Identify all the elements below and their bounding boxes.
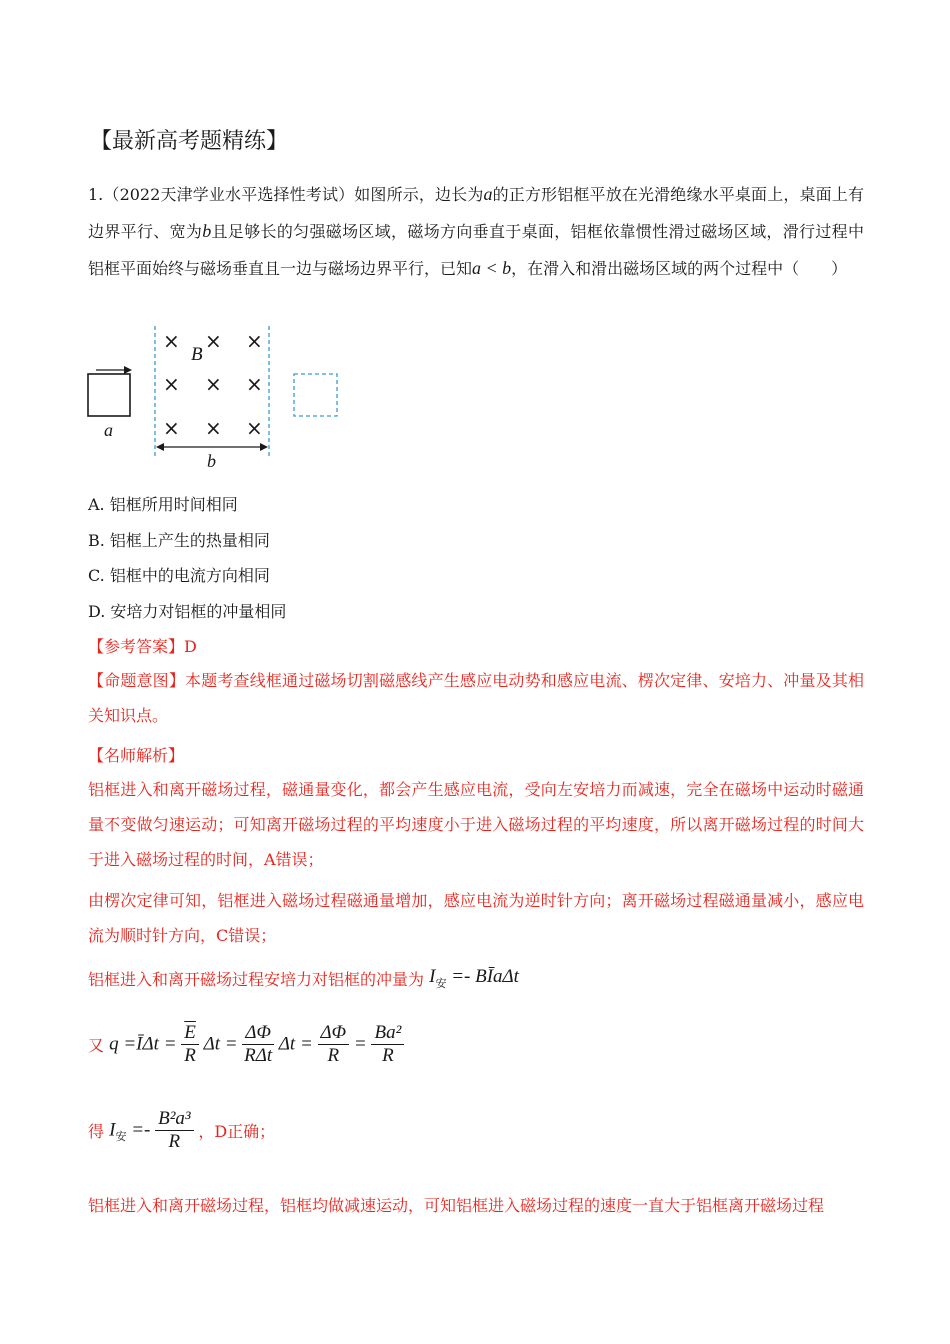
field-cross: × [163,416,180,440]
subscript-an: 安 [435,977,447,990]
eq-part: =ĪΔt = [123,1033,177,1055]
section-title: 【最新高考题精练】 [90,129,289,154]
option-c: C. 铝框中的电流方向相同 [88,566,270,585]
fraction-ba2-r [371,1022,404,1067]
question-part: 且足够长的匀强磁场区域，磁场方向垂直于桌面，铝框依靠惯性滑过磁场区域，滑行过程中铝框平面始终与磁场垂直且一边与磁场边界平行，已知 [88,222,864,278]
result-suffix: ，D正确； [198,1121,276,1141]
option-a: A. 铝框所用时间相同 [88,495,238,514]
reference-answer: 【参考答案】D [88,637,197,656]
field-cross: × [163,329,180,353]
question-source: （2022天津学业水平选择性考试） [103,185,355,204]
width-arrow-right [260,443,268,451]
option-d: D. 安培力对铝框的冲量相同 [88,602,287,621]
subscript-an: 安 [115,1130,127,1143]
eq-part: =- [131,1119,151,1141]
fraction-E-R [181,1022,199,1067]
field-cross: × [205,329,222,353]
field-cross: × [246,372,263,396]
symbol-I: I [109,1119,116,1141]
fraction-b2a3-r [155,1108,194,1153]
numerator-dphi: ΔΦ [242,1022,274,1045]
charge-prefix: 又 [88,1035,105,1055]
label-b: b [207,451,216,471]
numerator-ba2: Ba² [371,1022,404,1045]
analysis-label: 【名师解析】 [88,746,185,765]
impulse-equation [429,966,519,990]
field-crosses [163,329,263,440]
charge-line [88,1022,404,1067]
field-cross: × [163,372,180,396]
denominator-R: R [184,1045,196,1066]
analysis-p6: 铝框进入和离开磁场过程，铝框均做减速运动，可知铝框进入磁场过程的速度一直大于铝框离开磁场过程 [88,1196,825,1215]
denominator-R: R [168,1131,181,1152]
symbol-I: I [429,966,436,987]
field-cross: × [246,416,263,440]
option-b: B. 铝框上产生的热量相同 [88,531,270,550]
field-cross: × [205,372,222,396]
numerator-dphi: ΔΦ [318,1022,350,1045]
question-number: 1. [88,185,104,204]
field-cross: × [205,416,222,440]
impulse-text: 铝框进入和离开磁场过程安培力对铝框的冲量为 [88,969,425,989]
analysis-p2: 由楞次定律可知，铝框进入磁场过程磁通量增加，感应电流为逆时针方向；离开磁场过程磁通量减小，感应电流为顺时针方向，C错误； [88,891,864,945]
impulse-rhs: =- BĪaΔt [451,966,519,987]
arrow-head [124,366,132,374]
fraction-dphi-r [318,1022,350,1067]
var-b: b [202,221,212,241]
intent-label: 【命题意图】 [88,671,186,690]
fraction-dphi-rdt [242,1022,274,1067]
question-part: 如图所示，边长为 [354,185,484,204]
numerator-E: $\overline{E}$ [181,1022,199,1045]
impulse-line [88,966,519,991]
eq-part: = [353,1033,367,1055]
width-arrow-left [156,443,164,451]
field-cross: × [246,329,263,353]
numerator-b2a3: B²a³ [155,1108,194,1131]
intent-paragraph [88,663,864,733]
result-line [88,1108,275,1153]
eq-part: Δt = [203,1033,238,1055]
var-a: a [483,184,493,204]
frame-after-exit [294,374,337,416]
result-equation [109,1108,198,1152]
question-part: 的正方形铝框平放在光滑绝缘水平桌面上，桌面上有边界平行、宽为 [88,185,864,241]
symbol-q: q [109,1033,119,1055]
intent-text: 本题考查线框通过磁场切割磁感线产生感应电动势和感应电流、楞次定律、安培力、冲量及其相关知识点。 [88,671,864,725]
denominator-R: R [327,1045,340,1066]
magnetic-field-figure [80,326,360,476]
question-text [88,176,864,287]
question-part: ，在滑入和滑出磁场区域的两个过程中（ ） [511,259,848,278]
result-prefix: 得 [88,1121,105,1141]
denominator-rdt: RΔt [244,1045,273,1066]
label-a: a [104,420,113,440]
condition: a < b [472,258,512,278]
denominator-R: R [382,1045,394,1066]
aluminum-frame [88,374,130,416]
analysis-p1: 铝框进入和离开磁场过程，磁通量变化，都会产生感应电流，受向左安培力而减速，完全在磁场中运动时磁通量不变做匀速运动；可知离开磁场过程的平均速度小于进入磁场过程的平均速度，所以离开磁场过程的时间大于进入磁场过程的时间，A错误； [88,780,864,869]
label-B: B [191,344,203,365]
eq-part: Δt = [278,1033,313,1055]
